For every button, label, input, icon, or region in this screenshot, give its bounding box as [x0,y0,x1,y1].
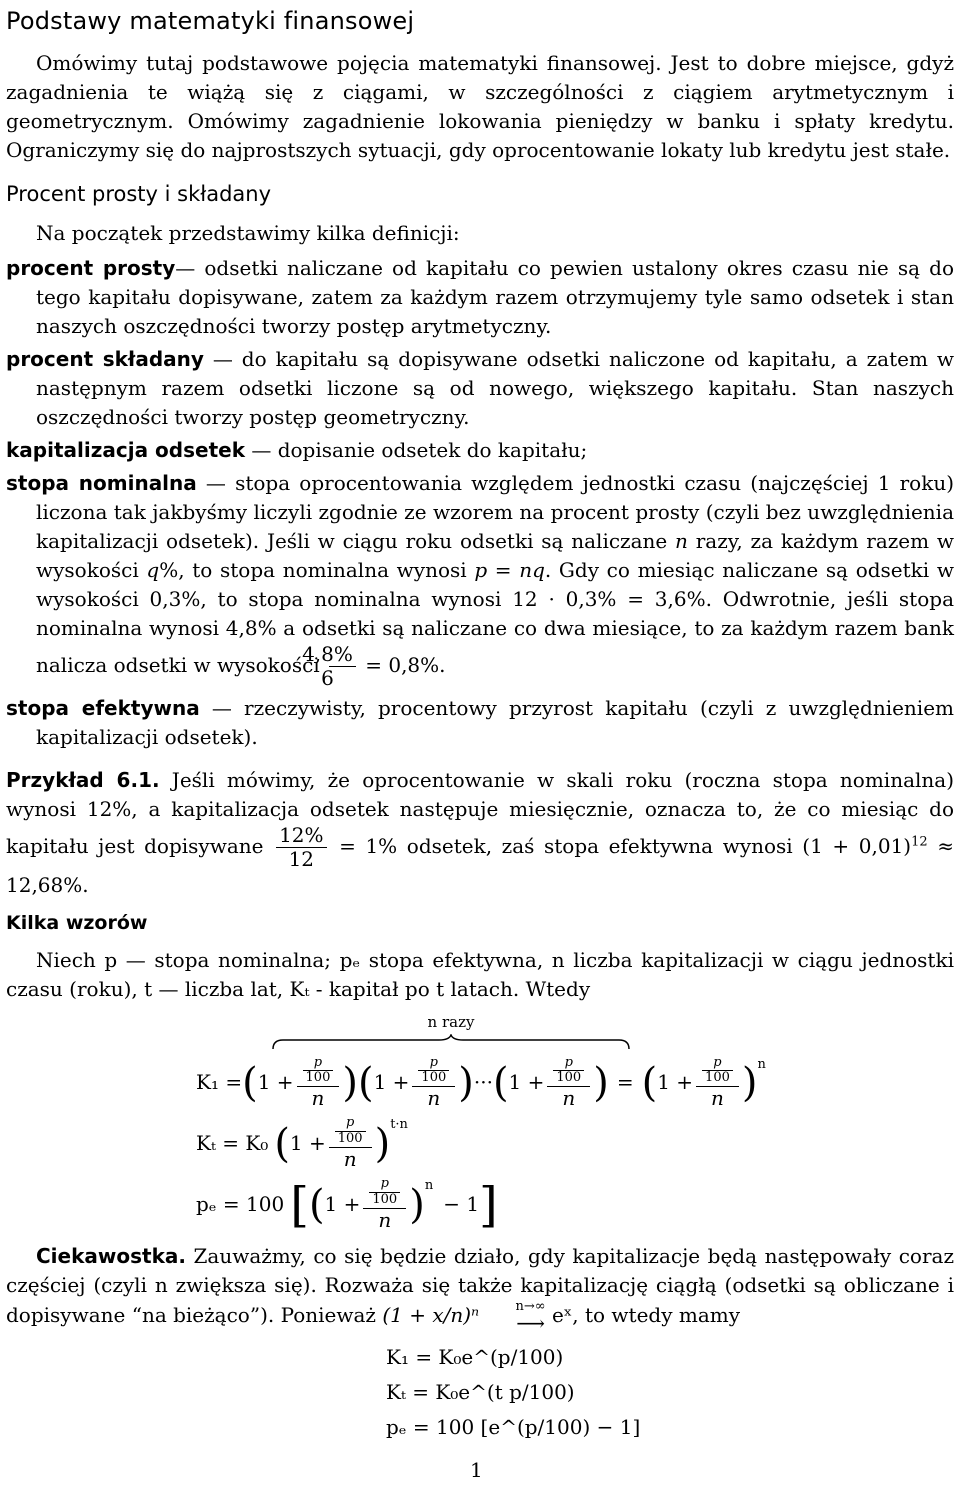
frac-den: 12 [288,847,315,872]
formulas-block [196,1012,954,1232]
formula-pnq: p = nq [474,558,545,583]
equals: = [616,1070,634,1095]
page-title: Podstawy matematyki finansowej [6,7,415,35]
paren: ( [242,1059,258,1106]
frac-den: 100 [705,1070,730,1086]
paren: ) [458,1059,474,1106]
section-heading-wzory: Kilka wzorów [6,912,148,935]
exponent: 12 [911,834,928,850]
one-plus: 1 + [657,1070,694,1095]
frac-den: 100 [372,1192,398,1208]
fraction [329,1116,372,1171]
frac-num [363,1177,406,1209]
paren: ( [492,1059,509,1106]
one-plus: 1 + [289,1131,326,1156]
formula-kt [196,1116,954,1171]
fraction [363,1177,406,1232]
frac-den: 100 [337,1131,363,1147]
frac-num: p [369,1177,400,1193]
frac-num [412,1056,455,1088]
frac-num [297,1056,340,1088]
frac-num [696,1056,739,1088]
example-text: ≈ 12,68%. [6,834,955,898]
example-text: Jeśli mówimy, że oprocentowanie w skali roku (roczna stopa nominalna) wynosi 12%, a kapitalizacja odsetek następuje miesięcznie, oznacza to, że co miesiąc do kapitału jest dopisywane [6,768,954,859]
frac-num: p [702,1056,733,1072]
frac-num: p [418,1056,449,1072]
formula-continuous-pe: pₑ = 100 [e^(p/100) − 1] [386,1415,641,1440]
curio-text: eˣ, to wtedy mamy [545,1303,741,1328]
small-fraction [418,1056,449,1087]
frac-den: 6 [321,666,334,691]
fraction [696,1056,739,1111]
exponent: n [757,1056,766,1072]
frac-den: n [311,1086,325,1111]
formula-pe [196,1177,954,1232]
small-fraction [335,1116,366,1147]
def-text: = 0,8%. [358,653,446,678]
def-procent-skladany [6,345,954,432]
def-text: — do kapitału są dopisywane odsetki naliczone od kapitału, a zatem w następnym razem odsetki liczone są od nowego, większego kapitału. Stan naszych oszczędności tworzy postęp geometryczny. [36,347,954,430]
example-label: Przykład 6.1. [6,768,160,793]
def-text: razy, za każdym razem w wysokości [36,529,954,583]
formula-lhs: K₁ = [196,1070,243,1095]
continuous-formulas [386,1343,954,1442]
small-fraction [702,1056,733,1087]
frac-num: p [553,1056,584,1072]
def-term: stopa nominalna [6,471,197,496]
frac-num: 12% [276,824,326,848]
small-fraction [303,1056,334,1087]
arrow-icon: ⟶ [516,1311,545,1336]
def-text: — odsetki naliczane od kapitału co pewien ustalony okres czasu nie są do tego kapitału dopisywane, zatem za każdym razem otrzymujemy tyle samo odsetek i stan naszych oszczędności tworzy postęp arytmetyczny. [36,256,955,339]
example-paragraph [6,766,954,900]
formula-lhs: pₑ = 100 [196,1192,285,1217]
formulas-intro: Niech p — stopa nominalna; pₑ stopa efektywna, n liczba kapitalizacji w ciągu jednostki czasu (roku), t — liczba lat, Kₜ - kapitał po t latach. Wtedy [6,947,954,1001]
dots: ··· [473,1070,493,1095]
paren: ( [641,1059,658,1106]
one-plus: 1 + [508,1070,545,1095]
def-text: . Gdy co miesiąc naliczane są odsetki w wysokości 0,3%, to stopa nominalna wynosi 12 · 0,3% = 3,6%. Odwrotnie, jeśli stopa nominalna wynosi 4,8% a odsetki są naliczane co dwa miesiące, to za każdym razem bank nalicza odsetki w wysokości [36,558,954,678]
one-plus: 1 + [324,1192,361,1217]
frac-den: 100 [556,1070,582,1086]
section-heading-procent: Procent prosty i składany [6,181,272,206]
arrow-label: n→∞ [515,1299,546,1315]
frac-num [329,1116,372,1148]
formula-lhs: Kₜ = K₀ [196,1131,269,1156]
frac-num: p [303,1056,334,1072]
paren: ( [308,1181,325,1228]
exponent: t·n [390,1117,408,1133]
one-plus: 1 + [257,1070,294,1095]
def-text: %, to stopa nominalna wynosi [159,558,475,583]
def-text: — stopa oprocentowania względem jednostki czasu (najczęściej 1 roku) liczona tak jakbyśmy liczyli zgodnie ze wzorem na procent prosty (czyli bez uwzględnienia kapitalizacji odsetek). Jeśli w ciągu roku odsetki są naliczane [36,471,954,554]
curio-text: Zauważmy, co się będzie działo, gdy kapitalizacje będą następowały coraz częściej (czyli n zwiększa się). Rozważa się także kapitalizację ciągłą (odsetki są obliczane i dopisywane “na bieżąco”). Ponieważ [6,1244,954,1328]
paren: ) [374,1120,391,1167]
var-n: n [675,529,688,554]
frac-num: 4,8% [329,643,356,667]
paren: ) [409,1181,425,1228]
document-page [6,0,954,1452]
def-kapitalizacja [6,436,954,465]
def-term: stopa efektywna [6,696,200,721]
frac-num: p [335,1116,366,1132]
small-fraction [369,1177,400,1208]
one-plus: 1 + [373,1070,410,1095]
frac-den: n [343,1147,357,1172]
paren: ( [357,1059,374,1106]
frac-den: n [427,1086,441,1111]
fraction [297,1056,340,1111]
example-text: = 1% odsetek, zaś stopa efektywna wynosi (1 + 0,01) [329,834,912,859]
def-text: — rzeczywisty, procentowy przyrost kapitału (czyli z uwzględnieniem kapitalizacji odsetek). [36,696,955,750]
fraction [412,1056,455,1111]
limit-expression: (1 + x/n)ⁿ [382,1303,480,1328]
overbrace [271,1034,631,1050]
intro-paragraph: Omówimy tutaj podstawowe pojęcia matematyki finansowej. Jest to dobre miejsce, gdyż zagadnienia te wiążą się z ciągami, w szczególności z ciągiem arytmetycznym i geometrycznym. Omówimy zagadnienie lokowania pieniędzy w banku i spłaty kredytu. Ograniczymy się do najprostszych sytuacji, gdy oprocentowanie lokaty lub kredytu jest stałe. [6,50,954,162]
frac-den: 100 [305,1070,331,1086]
frac-num [547,1056,590,1088]
formula-continuous-k1: K₁ = K₀e^(p/100) [386,1345,564,1370]
frac-den: n [378,1208,392,1233]
curio-label: Ciekawostka. [36,1244,186,1269]
formula-continuous-kt: Kₜ = K₀e^(t p/100) [386,1380,575,1405]
definitions-lead: Na początek przedstawimy kilka definicji: [36,221,460,246]
fraction [547,1056,590,1111]
curio-paragraph [6,1242,954,1336]
fraction [276,824,326,871]
minus-one: − 1 [443,1192,480,1217]
paren: ( [274,1120,290,1167]
def-stopa-nominalna [6,469,954,690]
paren: ) [593,1059,609,1106]
var-q: q [146,558,160,583]
def-term: procent składany [6,347,204,372]
formula-k1 [196,1056,954,1111]
frac-den: 100 [421,1070,447,1086]
def-procent-prosty [6,254,954,341]
bracket: [ [290,1176,309,1233]
limit-arrow [486,1299,546,1336]
def-term: kapitalizacja odsetek [6,438,245,463]
paren: ) [342,1059,358,1106]
frac-den: n [562,1086,576,1111]
bracket: ] [479,1176,498,1233]
fraction [302,642,356,691]
exponent: n [424,1178,434,1194]
small-fraction [553,1056,584,1087]
page-number: 1 [470,1458,483,1482]
frac-den: n [711,1086,724,1111]
brace-label: n razy [427,1012,475,1031]
def-stopa-efektywna [6,694,954,752]
def-term: procent prosty [6,256,176,281]
paren: ) [741,1059,758,1106]
def-text: — dopisanie odsetek do kapitału; [245,438,588,463]
